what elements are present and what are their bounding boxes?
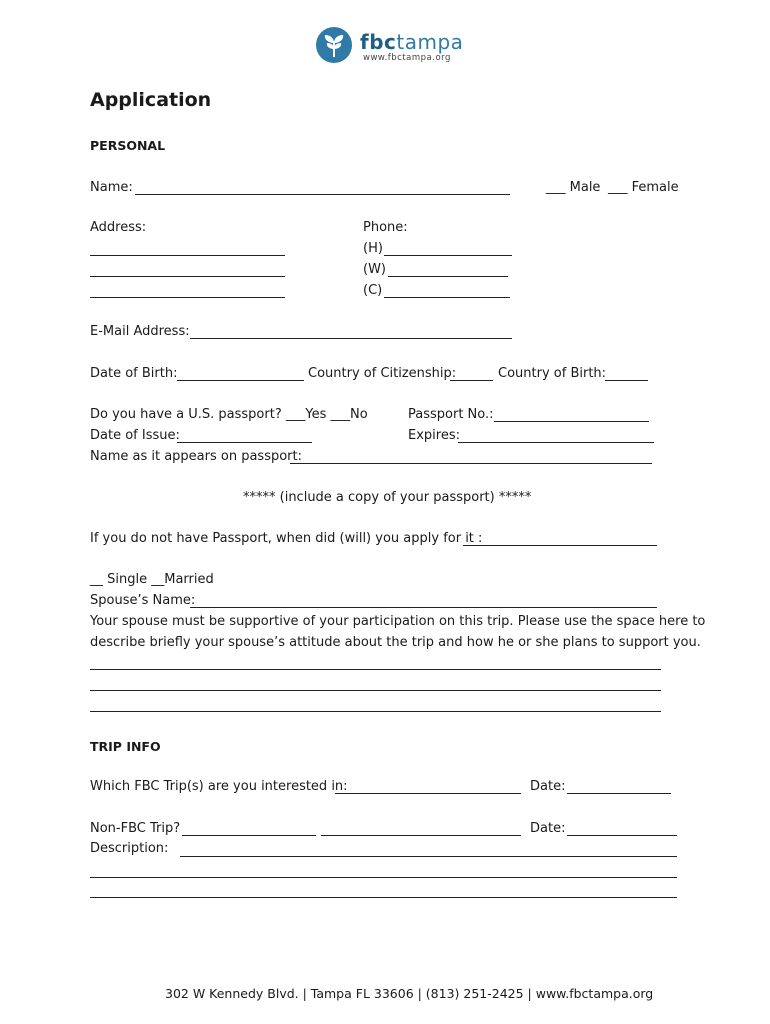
address-line-3[interactable] (90, 297, 285, 298)
description-line-3[interactable] (90, 897, 677, 898)
section-trip-heading: TRIP INFO (90, 739, 161, 754)
logo-icon (316, 27, 352, 63)
spouse-name-field[interactable] (190, 607, 657, 608)
birth-country-label: Country of Birth: (498, 366, 607, 381)
citizenship-label: Country of Citizenship: (308, 366, 457, 381)
section-personal-heading: PERSONAL (90, 138, 166, 153)
passport-name-field[interactable] (290, 463, 652, 464)
marital-status-options[interactable]: __ Single __Married (90, 572, 214, 587)
logo-url: www.fbctampa.org (363, 53, 451, 63)
passport-name-label: Name as it appears on passport: (90, 449, 302, 464)
description-label: Description: (90, 841, 169, 856)
page-title: Application (90, 89, 212, 111)
phone-cell-field[interactable] (384, 297, 510, 298)
apply-date-field[interactable] (463, 545, 657, 546)
logo-wordmark: fbctampa (360, 30, 464, 54)
spouse-name-label: Spouse’s Name: (90, 593, 196, 608)
passport-note: ***** (include a copy of your passport) ***** (243, 490, 532, 505)
spouse-answer-line-1[interactable] (90, 669, 661, 670)
phone-cell-label: (C) (363, 283, 383, 298)
passport-number-field[interactable] (494, 421, 649, 422)
address-line-1[interactable] (90, 255, 285, 256)
name-field[interactable] (135, 194, 510, 195)
spouse-answer-line-3[interactable] (90, 711, 661, 712)
address-line-2[interactable] (90, 276, 285, 277)
non-fbc-trip-field-1[interactable] (182, 835, 316, 836)
phone-home-field[interactable] (384, 255, 512, 256)
non-fbc-trip-label: Non-FBC Trip? (90, 821, 181, 836)
name-label: Name: (90, 180, 133, 195)
phone-work-label: (W) (363, 262, 386, 277)
passport-number-label: Passport No.: (408, 407, 494, 422)
which-trip-field[interactable] (335, 793, 521, 794)
issue-date-label: Date of Issue: (90, 428, 180, 443)
birth-country-field[interactable] (605, 380, 648, 381)
email-label: E-Mail Address: (90, 324, 190, 339)
apply-question: If you do not have Passport, when did (will) you apply for it : (90, 531, 483, 546)
phone-label: Phone: (363, 220, 408, 235)
which-trip-label: Which FBC Trip(s) are you interested in: (90, 779, 348, 794)
non-fbc-trip-field-2[interactable] (321, 835, 521, 836)
citizenship-field[interactable] (450, 380, 493, 381)
male-option[interactable]: ___ Male (546, 180, 601, 195)
non-fbc-date-field[interactable] (567, 835, 677, 836)
female-option[interactable]: ___ Female (608, 180, 679, 195)
expires-label: Expires: (408, 428, 460, 443)
phone-work-field[interactable] (388, 276, 508, 277)
phone-home-label: (H) (363, 241, 383, 256)
address-label: Address: (90, 220, 147, 235)
trip-date-label: Date: (530, 779, 566, 794)
trip-date-field[interactable] (567, 793, 671, 794)
spouse-instructions-2: describe briefly your spouse’s attitude about the trip and how he or she plans to support you. (90, 635, 701, 650)
dob-field[interactable] (177, 380, 304, 381)
footer-contact: 302 W Kennedy Blvd. | Tampa FL 33606 | (813) 251-2425 | www.fbctampa.org (165, 986, 654, 1001)
spouse-answer-line-2[interactable] (90, 690, 661, 691)
spouse-instructions-1: Your spouse must be supportive of your participation on this trip. Please use the space here to (90, 614, 706, 629)
dob-label: Date of Birth: (90, 366, 178, 381)
passport-question[interactable]: Do you have a U.S. passport? ___Yes ___No (90, 407, 368, 422)
non-fbc-date-label: Date: (530, 821, 566, 836)
description-line-2[interactable] (90, 877, 677, 878)
issue-date-field[interactable] (177, 442, 312, 443)
email-field[interactable] (190, 338, 512, 339)
expires-field[interactable] (458, 442, 654, 443)
description-line-1[interactable] (180, 856, 677, 857)
